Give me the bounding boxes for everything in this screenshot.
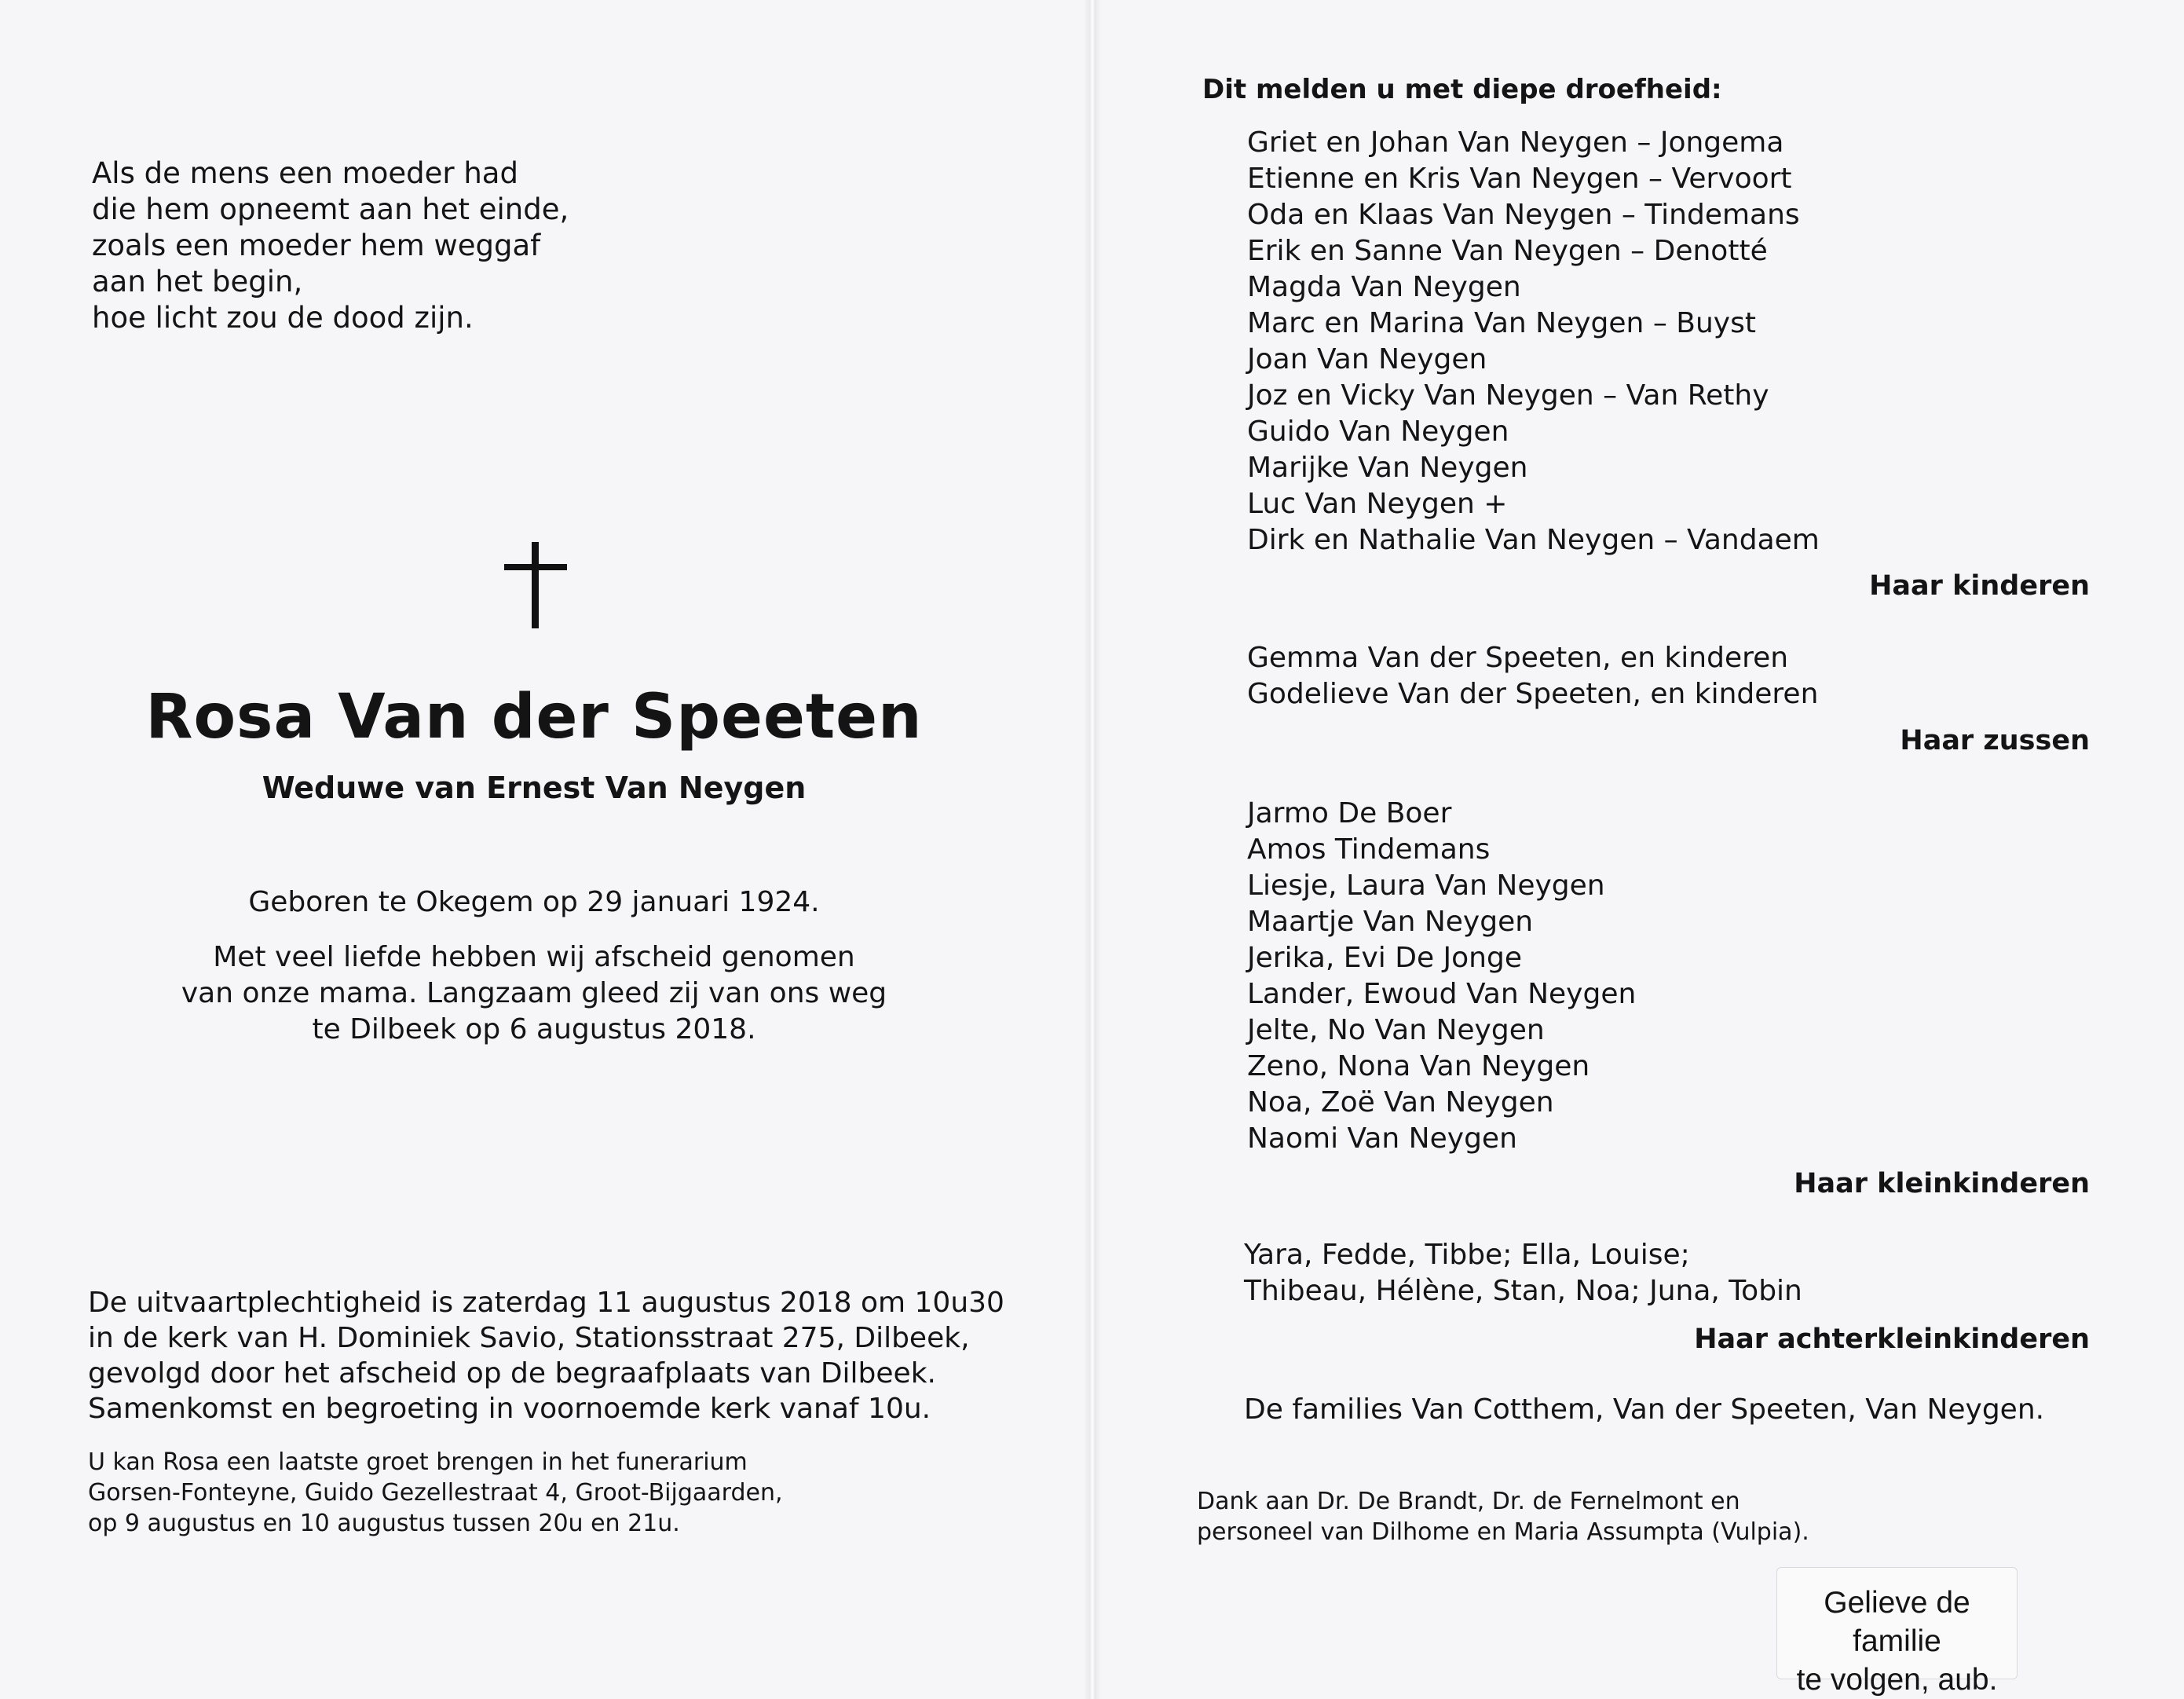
grandchildren-label: Haar kleinkinderen [1794,1168,2090,1199]
follow-family-note [1776,1567,2018,1697]
birth-info: Geboren te Okegem op 29 januari 1924. [248,886,820,918]
families-line: De families Van Cotthem, Van der Speeten, Van Neygen. [1244,1393,2045,1426]
list-item: Jarmo De Boer [1247,797,1452,829]
list-item: Maartje Van Neygen [1247,906,1534,938]
note-line: te volgen, aub. [1796,1663,1998,1697]
funeral-info [88,1285,1004,1426]
visit-line: op 9 augustus en 10 augustus tussen 20u en 21u. [88,1510,680,1537]
poem-line: hoe licht zou de dood zijn. [92,301,474,335]
note-line: Gelieve de familie [1824,1586,1970,1658]
list-item: Oda en Klaas Van Neygen – Tindemans [1247,199,1800,231]
list-item: Dirk en Nathalie Van Neygen – Vandaem [1247,524,1820,556]
thanks-line: Dank aan Dr. De Brandt, Dr. de Fernelmont en [1197,1488,1740,1515]
list-item: Luc Van Neygen + [1247,488,1508,520]
great-grandchildren-list [1244,1237,1802,1309]
list-item: Marijke Van Neygen [1247,452,1528,484]
announcement-title: Dit melden u met diepe droefheid: [1202,74,1722,105]
children-list [1247,125,1820,558]
poem-line: Als de mens een moeder had [92,156,518,190]
funeral-line: De uitvaartplechtigheid is zaterdag 11 augustus 2018 om 10u30 [88,1287,1004,1319]
visit-line: U kan Rosa een laatste groet brengen in het funerarium [88,1448,748,1476]
list-item: Jerika, Evi De Jonge [1247,942,1522,974]
visit-line: Gorsen-Fonteyne, Guido Gezellestraat 4, Groot-Bijgaarden, [88,1479,783,1507]
list-item: Amos Tindemans [1247,833,1491,866]
list-item: Naomi Van Neygen [1247,1122,1517,1155]
list-item: Liesje, Laura Van Neygen [1247,870,1605,902]
sisters-list [1247,640,1818,712]
poem-line: die hem opneemt aan het einde, [92,192,569,226]
list-item: Griet en Johan Van Neygen – Jongema [1247,126,1784,159]
poem-line: aan het begin, [92,265,303,298]
list-item: Marc en Marina Van Neygen – Buyst [1247,307,1756,339]
list-item: Gemma Van der Speeten, en kinderen [1247,642,1789,674]
poem-line: zoals een moeder hem weggaf [92,229,541,262]
list-item: Etienne en Kris Van Neygen – Vervoort [1247,163,1792,195]
list-item: Joan Van Neygen [1247,343,1487,375]
visitation-info [88,1447,783,1539]
list-item: Godelieve Van der Speeten, en kinderen [1247,678,1819,710]
children-label: Haar kinderen [1869,570,2090,602]
farewell-line: Met veel liefde hebben wij afscheid genomen [213,941,855,973]
thanks-line: personeel van Dilhome en Maria Assumpta (Vulpia). [1197,1518,1809,1546]
deceased-name: Rosa Van der Speeten [145,682,923,752]
sisters-label: Haar zussen [1900,725,2090,756]
list-item: Magda Van Neygen [1247,271,1521,303]
farewell-line: van onze mama. Langzaam gleed zij van ons weg [181,977,887,1009]
funeral-line: in de kerk van H. Dominiek Savio, Stationsstraat 275, Dilbeek, [88,1322,970,1354]
farewell-line: te Dilbeek op 6 augustus 2018. [312,1013,756,1045]
grandchildren-list [1247,796,1636,1157]
funeral-line: gevolgd door het afscheid op de begraafplaats van Dilbeek. [88,1357,936,1390]
list-item: Thibeau, Hélène, Stan, Noa; Juna, Tobin [1244,1275,1802,1307]
thanks-note [1197,1486,1809,1547]
list-item: Joz en Vicky Van Neygen – Van Rethy [1247,379,1769,412]
list-item: Lander, Ewoud Van Neygen [1247,978,1637,1010]
farewell-text [0,939,1068,1048]
funeral-line: Samenkomst en begroeting in voornoemde kerk vanaf 10u. [88,1393,931,1425]
page-fold [1084,0,1101,1699]
list-item: Jelte, No Van Neygen [1247,1014,1545,1046]
list-item: Erik en Sanne Van Neygen – Denotté [1247,235,1768,267]
cross-icon [504,542,567,628]
list-item: Guido Van Neygen [1247,416,1509,448]
great-grandchildren-label: Haar achterkleinkinderen [1694,1324,2090,1355]
list-item: Yara, Fedde, Tibbe; Ella, Louise; [1244,1239,1690,1271]
poem [92,156,569,336]
list-item: Zeno, Nona Van Neygen [1247,1050,1590,1082]
deceased-subtitle: Weduwe van Ernest Van Neygen [262,771,807,805]
list-item: Noa, Zoë Van Neygen [1247,1086,1554,1119]
